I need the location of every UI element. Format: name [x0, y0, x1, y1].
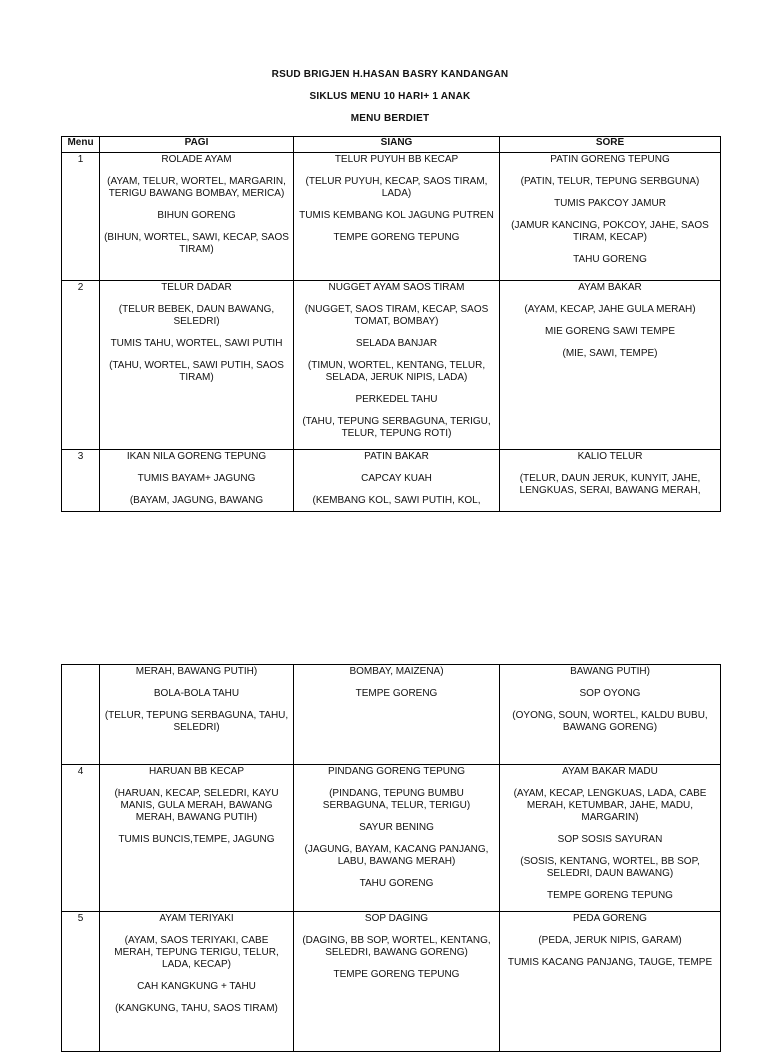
dish-name: TUMIS PAKCOY JAMUR: [554, 198, 666, 209]
table-row: [62, 765, 721, 912]
dish-ingredients: (HARUAN, KECAP, SELEDRI, KAYU MANIS, GULA MERAH, BAWANG MERAH, BAWANG PUTIH): [114, 788, 279, 823]
dish-name: TELUR DADAR: [161, 282, 232, 293]
menu-table-page-1: [61, 136, 721, 512]
dish-ingredients: (BIHUN, WORTEL, SAWI, KECAP, SAOS TIRAM): [104, 232, 289, 255]
dish-ingredients: (AYAM, KECAP, LENGKUAS, LADA, CABE MERAH, KETUMBAR, JAHE, MADU, MARGARIN): [513, 788, 707, 823]
dish-name: SAYUR BENING: [359, 822, 434, 833]
dish-name: TELUR PUYUH BB KECAP: [334, 154, 459, 165]
dish-name: TAHU GORENG: [573, 254, 647, 265]
dish-ingredients: BOMBAY, MAIZENA): [349, 666, 444, 677]
dish-ingredients: (PATIN, TELUR, TEPUNG SERBGUNA): [520, 176, 700, 187]
header-pagi: PAGI: [100, 137, 294, 153]
dish-ingredients: (SOSIS, KENTANG, WORTEL, BB SOP, SELEDRI, DAUN BAWANG): [520, 856, 700, 879]
header-sore: SORE: [500, 137, 721, 153]
dish-name: TUMIS TAHU, WORTEL, SAWI PUTIH: [110, 338, 283, 349]
sore-cell: [500, 281, 721, 450]
dish-name: IKAN NILA GORENG TEPUNG: [126, 451, 267, 462]
pagi-cell: [100, 665, 294, 765]
dish-ingredients: (PEDA, JERUK NIPIS, GARAM): [538, 935, 682, 946]
header-menu: Menu: [62, 137, 100, 153]
dish-name: SOP DAGING: [364, 913, 429, 924]
dish-ingredients: (JAGUNG, BAYAM, KACANG PANJANG, LABU, BAWANG MERAH): [304, 844, 489, 867]
menu-table-page-2: [61, 664, 721, 1052]
siang-cell: [294, 765, 500, 912]
siang-cell: [294, 665, 500, 765]
dish-name: SOP SOSIS SAYURAN: [557, 834, 663, 845]
diet-menu-title: MENU BERDIET: [350, 113, 430, 124]
table-row: [62, 450, 721, 512]
pagi-cell: [100, 912, 294, 1052]
dish-name: TUMIS KACANG PANJANG, TAUGE, TEMPE: [507, 957, 713, 968]
dish-ingredients: (TELUR, DAUN JERUK, KUNYIT, JAHE, LENGKUAS, SERAI, BAWANG MERAH,: [519, 473, 701, 496]
dish-name: AYAM BAKAR: [578, 282, 642, 293]
dish-ingredients: MERAH, BAWANG PUTIH): [135, 666, 258, 677]
dish-name: BOLA-BOLA TAHU: [153, 688, 240, 699]
dish-name: AYAM TERIYAKI: [159, 913, 234, 924]
pagi-cell: [100, 765, 294, 912]
dish-name: TUMIS KEMBANG KOL JAGUNG PUTREN: [299, 210, 494, 221]
dish-name: TEMPE GORENG: [355, 688, 438, 699]
dish-name: AYAM BAKAR MADU: [562, 766, 658, 777]
dish-name: KALIO TELUR: [577, 451, 643, 462]
dish-name: TEMPE GORENG TEPUNG: [333, 969, 460, 980]
dish-ingredients: (AYAM, TELUR, WORTEL, MARGARIN, TERIGU BAWANG BOMBAY, MERICA): [107, 176, 286, 199]
dish-ingredients: (OYONG, SOUN, WORTEL, KALDU BUBU, BAWANG GORENG): [512, 710, 708, 733]
dish-name: CAPCAY KUAH: [361, 473, 432, 484]
dish-ingredients: (TAHU, TEPUNG SERBAGUNA, TERIGU, TELUR, TEPUNG ROTI): [302, 416, 491, 439]
dish-ingredients: (KANGKUNG, TAHU, SAOS TIRAM): [115, 1003, 278, 1014]
sore-cell: [500, 153, 721, 281]
table-row: [62, 665, 721, 765]
dish-name: CAH KANGKUNG + TAHU: [137, 981, 256, 992]
dish-name: MIE GORENG SAWI TEMPE: [544, 326, 675, 337]
sore-cell: [500, 765, 721, 912]
dish-name: BIHUN GORENG: [157, 210, 236, 221]
menu-number: 2: [62, 281, 100, 450]
menu-number: 1: [62, 153, 100, 281]
menu-cycle-title: SIKLUS MENU 10 HARI+ 1 ANAK: [309, 91, 471, 102]
siang-cell: [294, 450, 500, 512]
table-row: [62, 153, 721, 281]
dish-name: PATIN BAKAR: [364, 451, 429, 462]
dish-ingredients: (AYAM, SAOS TERIYAKI, CABE MERAH, TEPUNG TERIGU, TELUR, LADA, KECAP): [114, 935, 279, 970]
pagi-cell: [100, 153, 294, 281]
dish-ingredients: (PINDANG, TEPUNG BUMBU SERBAGUNA, TELUR, TERIGU): [322, 788, 471, 811]
header-siang: SIANG: [294, 137, 500, 153]
table-row: [62, 281, 721, 450]
pagi-cell: [100, 281, 294, 450]
sore-cell: [500, 665, 721, 765]
dish-name: TUMIS BAYAM+ JAGUNG: [137, 473, 256, 484]
dish-name: HARUAN BB KECAP: [148, 766, 245, 777]
table-header-row: [62, 137, 721, 153]
sore-cell: [500, 912, 721, 1052]
dish-name: TAHU GORENG: [359, 878, 434, 889]
pagi-cell: [100, 450, 294, 512]
dish-name: PERKEDEL TAHU: [355, 394, 438, 405]
dish-name: TUMIS BUNCIS,TEMPE, JAGUNG: [118, 834, 275, 845]
menu-number: 4: [62, 765, 100, 912]
siang-cell: [294, 281, 500, 450]
dish-name: TEMPE GORENG TEPUNG: [333, 232, 460, 243]
dish-name: SELADA BANJAR: [355, 338, 438, 349]
dish-name: ROLADE AYAM: [161, 154, 232, 165]
dish-name: PINDANG GORENG TEPUNG: [327, 766, 466, 777]
dish-ingredients: (TIMUN, WORTEL, KENTANG, TELUR, SELADA, JERUK NIPIS, LADA): [307, 360, 486, 383]
dish-ingredients: (NUGGET, SAOS TIRAM, KECAP, SAOS TOMAT, BOMBAY): [304, 304, 489, 327]
siang-cell: [294, 912, 500, 1052]
hospital-title: RSUD BRIGJEN H.HASAN BASRY KANDANGAN: [271, 69, 509, 80]
dish-name: TEMPE GORENG TEPUNG: [547, 890, 673, 901]
sore-cell: [500, 450, 721, 512]
siang-cell: [294, 153, 500, 281]
dish-ingredients: (TAHU, WORTEL, SAWI PUTIH, SAOS TIRAM): [109, 360, 284, 383]
menu-number: [62, 665, 100, 765]
dish-name: PATIN GORENG TEPUNG: [550, 154, 670, 165]
dish-ingredients: (TELUR, TEPUNG SERBAGUNA, TAHU, SELEDRI): [104, 710, 289, 733]
dish-ingredients: (MIE, SAWI, TEMPE): [562, 348, 658, 359]
dish-ingredients: (AYAM, KECAP, JAHE GULA MERAH): [524, 304, 696, 315]
dish-ingredients: (TELUR BEBEK, DAUN BAWANG, SELEDRI): [118, 304, 275, 327]
dish-name: PEDA GORENG: [573, 913, 647, 924]
dish-name: SOP OYONG: [579, 688, 641, 699]
dish-ingredients: BAWANG PUTIH): [570, 666, 650, 677]
dish-name: NUGGET AYAM SAOS TIRAM: [328, 282, 465, 293]
dish-ingredients: (JAMUR KANCING, POKCOY, JAHE, SAOS TIRAM, KECAP): [511, 220, 709, 243]
dish-ingredients: (BAYAM, JAGUNG, BAWANG: [129, 495, 264, 506]
table-row: [62, 912, 721, 1052]
menu-number: 3: [62, 450, 100, 512]
dish-ingredients: (KEMBANG KOL, SAWI PUTIH, KOL,: [312, 495, 481, 506]
menu-number: 5: [62, 912, 100, 1052]
dish-ingredients: (TELUR PUYUH, KECAP, SAOS TIRAM, LADA): [305, 176, 488, 199]
dish-ingredients: (DAGING, BB SOP, WORTEL, KENTANG, SELEDRI, BAWANG GORENG): [302, 935, 491, 958]
